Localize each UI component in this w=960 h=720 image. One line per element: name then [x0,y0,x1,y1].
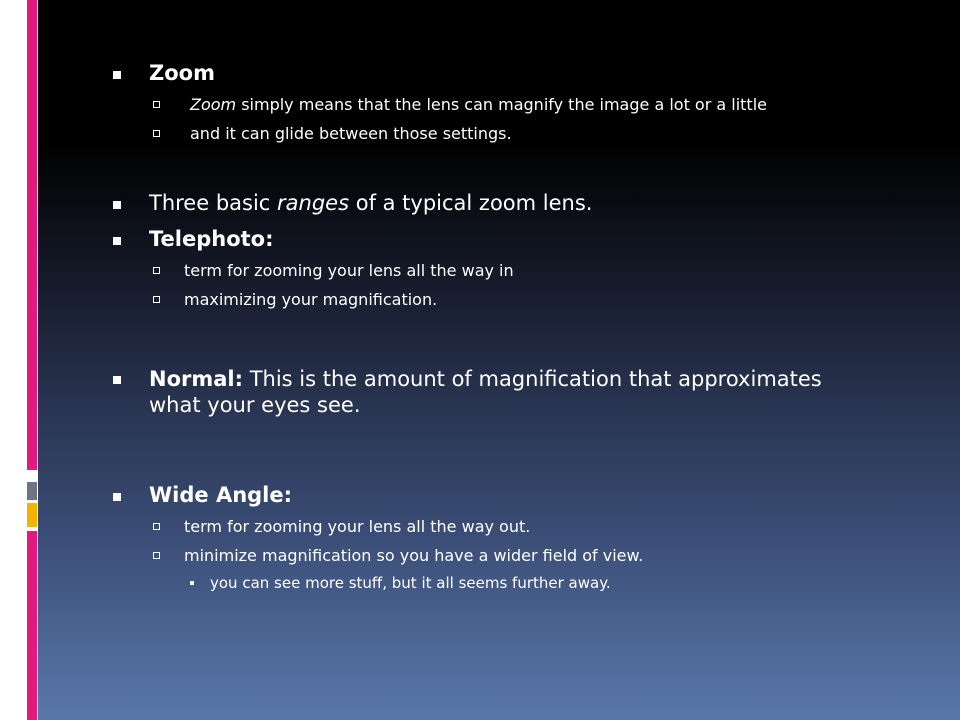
bullet-text: and it can glide between those settings. [190,124,512,143]
bullet-text: Telephoto: [149,227,274,251]
hollow-square-bullet-icon [153,101,160,108]
hollow-square-bullet-icon [153,552,160,559]
bullet-text: Wide Angle: [149,483,293,507]
bullet-label: Normal: [149,367,244,391]
emphasis-text: Zoom [190,95,237,114]
bullet-text-line2: what your eyes see. [149,393,361,417]
bullet-text-pre: Three basic [149,191,278,215]
bullet-text-line1: This is the amount of magnification that approximates [243,367,822,391]
bullet-text: you can see more stuff, but it all seems further away. [210,574,611,592]
hollow-square-bullet-icon [153,130,160,137]
bullet-text: minimize magnification so you have a wider field of view. [184,546,644,565]
hollow-square-bullet-icon [153,523,160,530]
bullet-text: term for zooming your lens all the way in [184,261,514,280]
hollow-square-bullet-icon [153,267,160,274]
square-bullet-icon [113,493,121,501]
square-bullet-icon [113,237,121,245]
bullet-text: maximizing your magnification. [184,290,438,309]
small-square-bullet-icon [190,581,194,585]
bullet-text-post: of a typical zoom lens. [349,191,593,215]
bullet-text: simply means that the lens can magnify the image a lot or a little [236,95,767,114]
square-bullet-icon [113,376,121,384]
hollow-square-bullet-icon [153,296,160,303]
square-bullet-icon [113,71,121,79]
bullet-text: Zoom [149,61,215,85]
bullet-text: term for zooming your lens all the way out. [184,517,531,536]
emphasis-text: ranges [277,191,350,215]
square-bullet-icon [113,201,121,209]
